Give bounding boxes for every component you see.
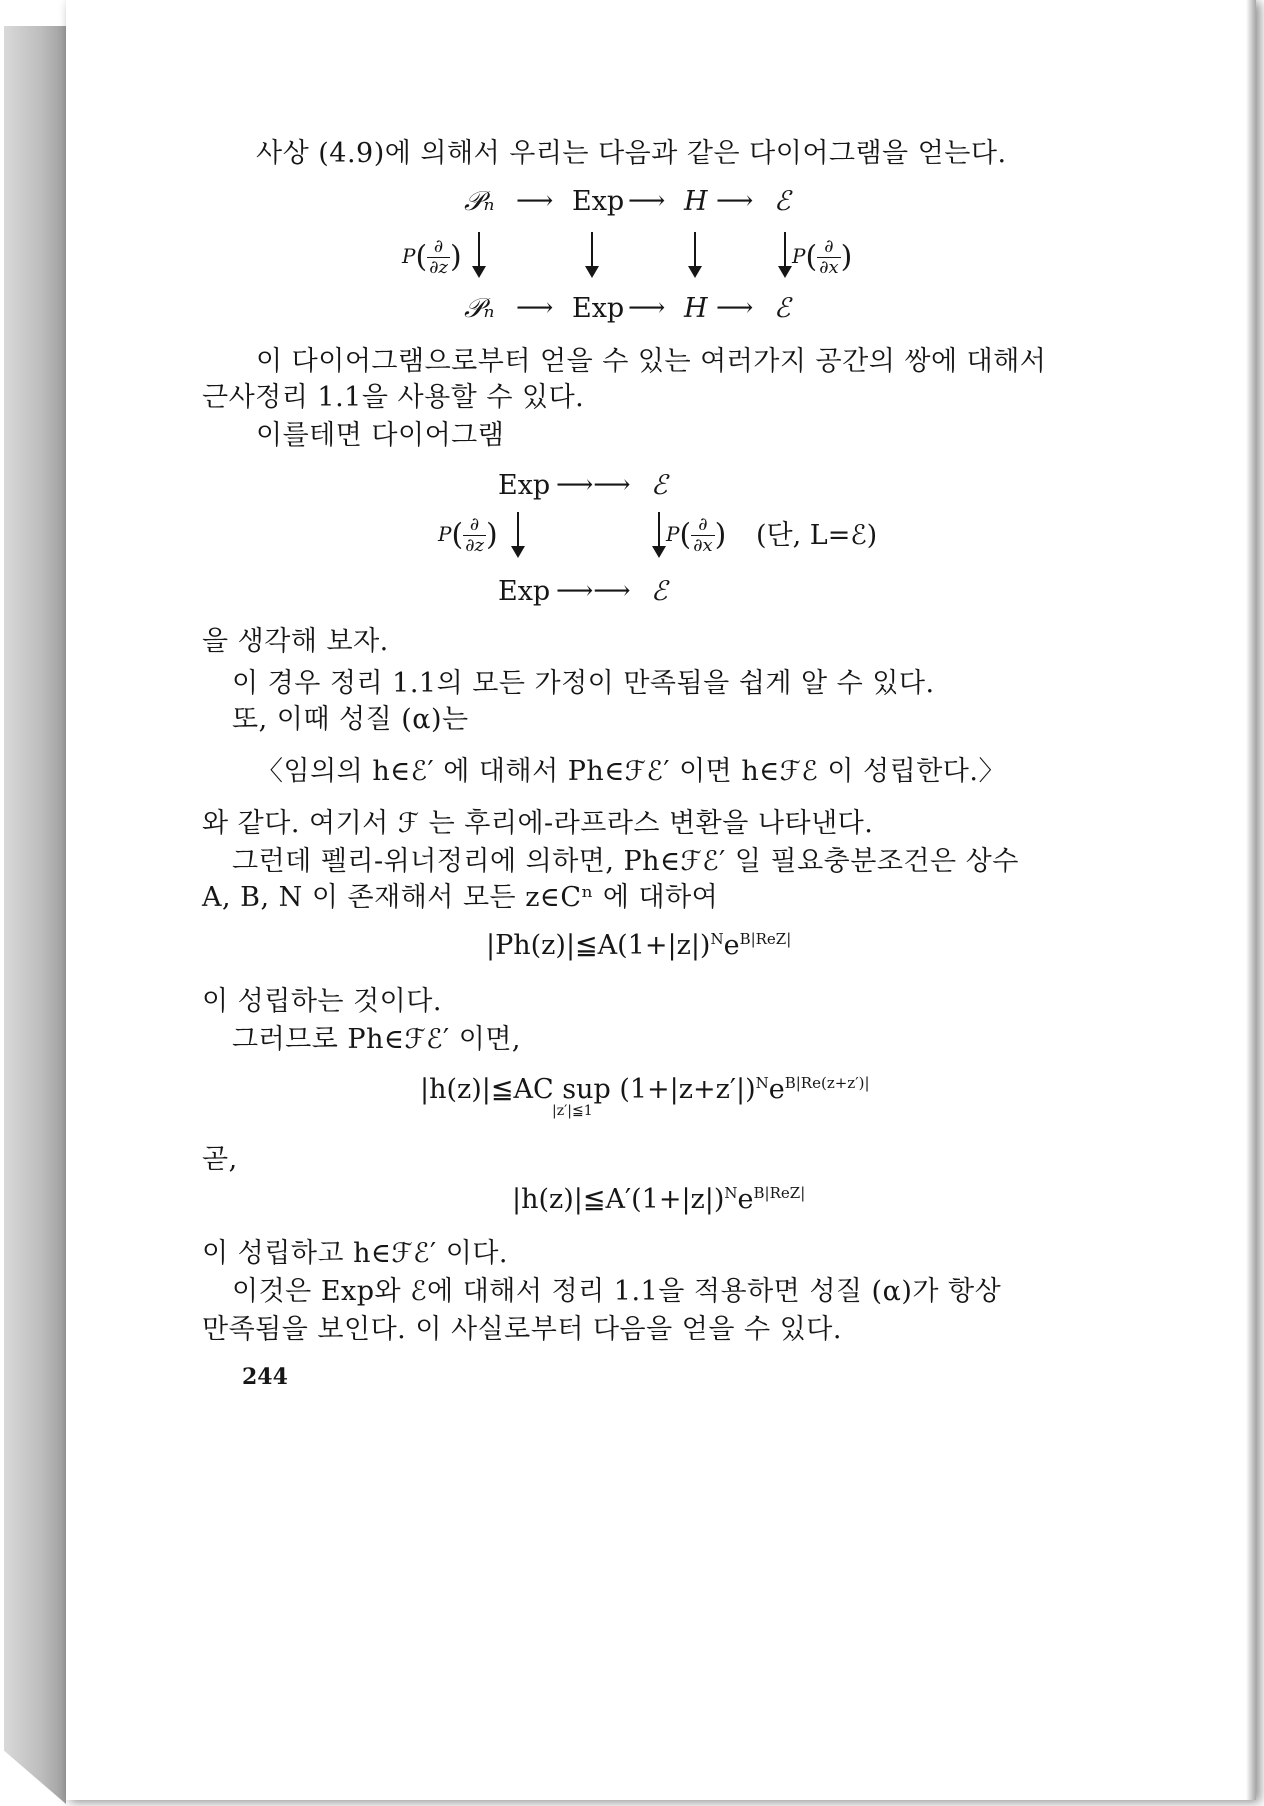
diagram2-bottom-2: ℰ bbox=[651, 576, 668, 607]
formula-3: $|h(z)|≦A'(1+|z|)^Ne^{B|ReZ|}$ bbox=[512, 1184, 806, 1215]
diagram1-bottom-1: 𝒫ₙ bbox=[464, 293, 495, 324]
diagram1-down-arrow-4 bbox=[784, 232, 786, 276]
diagram1-right-operator: P( $\frac{\partial}{\partial x}$ ) bbox=[792, 236, 853, 278]
diagram1-top-arrow-3: ⟶ bbox=[716, 186, 754, 216]
diagram1-top-3: H bbox=[684, 186, 708, 217]
text-line-12: 이 성립하는 것이다. bbox=[202, 986, 442, 1017]
diagram1-bottom-4: ℰ bbox=[774, 293, 791, 324]
diagram1-top-2: Exp bbox=[572, 186, 625, 217]
diagram1-top-arrow-2: ⟶ bbox=[628, 186, 666, 216]
page-edge-shadow bbox=[1246, 0, 1256, 1800]
diagram2-left-operator: P( $\frac{\partial}{\partial z}$ ) bbox=[438, 514, 498, 556]
text-line-7: 또, 이때 성질 (α)는 bbox=[232, 704, 469, 735]
page-number: 244 bbox=[242, 1364, 288, 1390]
text-line-14: 곧, bbox=[202, 1144, 238, 1175]
formula-1: $|Ph(z)|≦A(1+|z|)^Ne^{B|ReZ|}$ bbox=[486, 930, 792, 961]
diagram2-right-operator: P( $\frac{\partial}{\partial x}$ ) bbox=[666, 514, 727, 556]
formula-2: |h(z)|≦AC sup $(1+|z+z'|)^Ne^{B|Re(z+z')|}$ bbox=[420, 1074, 870, 1105]
text-line-16: 이것은 Exp와 ℰ에 대해서 정리 1.1을 적용하면 성질 (α)가 항상 bbox=[232, 1276, 1002, 1307]
formula-2-sup-subscript: |z′|≦1 bbox=[552, 1103, 593, 1119]
diagram2-bottom-arrow: ⟶⟶ bbox=[556, 576, 631, 606]
diagram1-top-4: ℰ bbox=[774, 186, 791, 217]
diagram2-top-arrow: ⟶⟶ bbox=[556, 470, 631, 500]
text-line-15: 이 성립하고 h∈ℱℰ′ 이다. bbox=[202, 1238, 508, 1269]
book-edge bbox=[4, 26, 66, 1804]
diagram2-top-1: Exp bbox=[498, 470, 551, 501]
diagram1-bottom-arrow-3: ⟶ bbox=[716, 293, 754, 323]
diagram2-top-2: ℰ bbox=[651, 470, 668, 501]
text-line-6: 이 경우 정리 1.1의 모든 가정이 만족됨을 쉽게 알 수 있다. bbox=[232, 668, 935, 699]
text-line-13: 그러므로 Ph∈ℱℰ′ 이면, bbox=[232, 1024, 521, 1055]
text-line-17: 만족됨을 보인다. 이 사실로부터 다음을 얻을 수 있다. bbox=[202, 1314, 842, 1345]
diagram1-bottom-arrow-2: ⟶ bbox=[628, 293, 666, 323]
diagram1-bottom-2: Exp bbox=[572, 293, 625, 324]
diagram1-down-arrow-3 bbox=[694, 232, 696, 276]
text-line-8: 〈임의의 h∈ℰ′ 에 대해서 Ph∈ℱℰ′ 이면 h∈ℱℰ 이 성립한다.〉 bbox=[256, 756, 1006, 787]
diagram2-down-arrow-left bbox=[517, 512, 519, 556]
diagram1-bottom-3: H bbox=[684, 293, 708, 324]
diagram1-top-1: 𝒫ₙ bbox=[464, 186, 495, 217]
diagram1-top-arrow-1: ⟶ bbox=[516, 186, 554, 216]
text-line-5: 을 생각해 보자. bbox=[202, 626, 389, 657]
text-line-9: 와 같다. 여기서 ℱ 는 후리에-라프라스 변환을 나타낸다. bbox=[202, 808, 874, 839]
diagram1-down-arrow-1 bbox=[478, 232, 480, 276]
diagram2-note: (단, L=ℰ) bbox=[756, 520, 878, 551]
diagram2-down-arrow-right bbox=[658, 512, 660, 556]
book-page bbox=[66, 0, 1256, 1800]
text-line-4: 이를테면 다이어그램 bbox=[256, 420, 505, 451]
text-line-2: 이 다이어그램으로부터 얻을 수 있는 여러가지 공간의 쌍에 대해서 bbox=[256, 346, 1047, 377]
diagram1-bottom-arrow-1: ⟶ bbox=[516, 293, 554, 323]
text-line-1: 사상 (4.9)에 의해서 우리는 다음과 같은 다이어그램을 얻는다. bbox=[256, 138, 1007, 169]
text-line-10: 그런데 펠리-위너정리에 의하면, Ph∈ℱℰ′ 일 필요충분조건은 상수 bbox=[232, 846, 1019, 877]
text-line-11: A, B, N 이 존재해서 모든 z∈Cⁿ 에 대하여 bbox=[202, 882, 719, 913]
text-line-3: 근사정리 1.1을 사용할 수 있다. bbox=[202, 382, 585, 413]
diagram1-down-arrow-2 bbox=[591, 232, 593, 276]
diagram2-bottom-1: Exp bbox=[498, 576, 551, 607]
diagram1-left-operator: P( $\frac{\partial}{\partial z}$ ) bbox=[402, 236, 462, 278]
